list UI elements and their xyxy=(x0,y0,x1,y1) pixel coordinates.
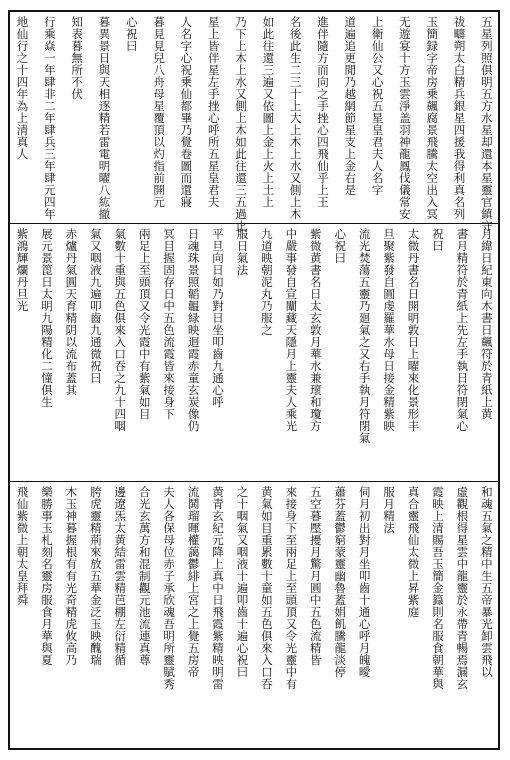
text-column: 玉簡録字帝房乗飆腐景飛騰太空出入冥 xyxy=(425,16,440,220)
text-column: 氣又咽液九遍叩齒九通微祝曰 xyxy=(88,228,103,384)
text-column: 流鬨瑠暉權藹鬱緋上宮之上覺五房帝 xyxy=(186,486,201,678)
text-column: 行乘焱一年肆非二年肆兵三年肆元四年 xyxy=(42,16,57,220)
text-column: 蕭芬蓋鬱窮蒙靈幽魯蓋娟飢騰龍淡停 xyxy=(333,486,348,678)
text-column: 伺月初出對月坐叩齒十通心呼月魄曖 xyxy=(357,486,372,678)
text-column: 心祝曰 xyxy=(124,16,139,52)
text-column: 胯虎靈精荊來放五華金泛玉映醜瑞 xyxy=(88,486,103,666)
text-column: 五星列照俱明五方水星却還本星靈官鎮守 xyxy=(479,16,494,232)
text-column: 邊遼炁太黄結雷雲精芭棚左衍精循 xyxy=(113,486,128,666)
scripture-page xyxy=(8,10,500,750)
text-column: 乃下上木上水又側上木如此往還三五過止 xyxy=(234,16,248,232)
text-column: 進伴隨方而向之手挫心四飛仙乎上王 xyxy=(315,16,330,208)
text-column: 木玉神暮握根有有光奇精虎攸高乃 xyxy=(64,486,79,666)
text-column: 道遍追更閒乃越網節星支上金右是 xyxy=(343,16,358,196)
middle-columns xyxy=(16,228,492,477)
text-column: 虛觀根得星雲中龍靈於永帶青暢焉漏玄 xyxy=(455,486,470,690)
text-column: 冥目握固存日中五色流霞皆來接身下 xyxy=(162,228,177,420)
text-column: 祓疇朔太白精兵銀星四援我得利真名列 xyxy=(452,16,467,220)
text-column: 地仙行之十四年為上清真人 xyxy=(15,16,30,160)
text-column: 知表暮無所不伏 xyxy=(70,16,85,100)
text-column: 暮異景日與天相逐精若雷電明曜八紘撤 xyxy=(97,16,112,220)
text-column: 之十咽氣又咽液十遍叩齒十遍心祝曰 xyxy=(235,486,250,678)
text-column: 旦聚紫發自圓虔羅華水母日接金精紫映 xyxy=(382,228,397,432)
text-column: 兩足上至頭頂又令光霞中有紫氣如目 xyxy=(137,228,152,420)
text-column: 无遊宴十方玉雲淨盖羽神龍鳳伐儀常安 xyxy=(397,16,412,220)
text-column: 暮見見兒八舟母星覆頂以灼指前開元 xyxy=(152,16,167,208)
upper-columns xyxy=(15,16,494,232)
text-column: 中嚴事發自宣闡藏天隱月上靈夫人乘光 xyxy=(284,228,299,432)
text-column: 霞映上清賜吾玉簡金籙則名服食朝華與 xyxy=(430,486,445,690)
text-column: 心祝曰 xyxy=(333,228,348,264)
lower-columns xyxy=(16,486,492,744)
text-column: 書月精符於青紙上先左手執日符閉氣心 xyxy=(455,228,470,432)
text-column: 氣數十重與五色俱來入口吞之九十四咽 xyxy=(113,228,128,432)
text-column: 流光焚蕩五靈乃廻氣之又右手執月符閉氣 xyxy=(357,228,372,444)
text-column: 五空暮壓擾月驚月圓中五色流精皆 xyxy=(308,486,323,666)
text-column: 月緯日紀東向木書日飆符於青紙上黄 xyxy=(479,228,494,420)
text-column: 太微丹書名日開明敦日上曜來化景形丰 xyxy=(406,228,421,432)
text-column: 九道映朝泥丸乃服之 xyxy=(259,228,274,336)
text-column: 星上皆伴星左手挫心呼所五星皇君夫 xyxy=(206,16,221,208)
text-column: 人名字心祝乗仙都畢乃覺卷圖而還寢 xyxy=(179,16,194,208)
text-column: 日魂珠景照韜韞緑映迴霞赤童玄炭像仍 xyxy=(186,228,201,432)
text-column: 黄青玄紀元降上真中日飛霞紫精映明雷 xyxy=(211,486,225,690)
upper-text-band xyxy=(10,12,498,232)
lower-text-band xyxy=(10,482,498,748)
text-column: 祝曰 xyxy=(430,228,445,252)
text-column: 樂勝事玉札刻名靈房服食月華與夏 xyxy=(39,486,54,666)
text-column: 服日氣法 xyxy=(235,228,250,276)
text-column: 如此往還三遍又依圖上金上火上土上 xyxy=(261,16,276,208)
text-column: 和魂五氣之精中生五帝暴光卸雲飛以 xyxy=(479,486,494,678)
text-column: 紫鴻輝爛丹旦光 xyxy=(15,228,30,312)
text-column: 展元景箆日太明九陽精化二憧俱生 xyxy=(39,228,54,408)
text-column: 赤爐丹氣圓天育精阴以流布蓋其 xyxy=(64,228,79,396)
text-column: 名後此生二三十上大上木上水又側上木 xyxy=(288,16,303,220)
text-column: 來接身下至兩足上至頭頂又令光靈中有 xyxy=(284,486,299,690)
text-column: 夫人各保母位赤子承欣魂吾明所靈賦秀 xyxy=(162,486,177,690)
text-column: 上衛仙公又心祝五星皇君夫人名字 xyxy=(370,16,385,196)
text-column: 紫微黄書名日太玄敦月華水兼瓌和瓊方 xyxy=(308,228,323,432)
text-column: 平旦向日如乃對日坐叩齒九通心呼 xyxy=(211,228,225,408)
text-column: 合光玄萬方和混制觀元池流連真尊 xyxy=(137,486,152,666)
text-column: 飛仙紫微上朝太皇拜舜 xyxy=(15,486,30,606)
text-column: 真合靈飛仙太微上昇紫庭 xyxy=(406,486,421,618)
middle-text-band xyxy=(10,224,498,482)
text-column: 黄氣如目重累數十童如五色俱來入口吞 xyxy=(259,486,274,690)
text-column: 服月精法 xyxy=(382,486,397,534)
